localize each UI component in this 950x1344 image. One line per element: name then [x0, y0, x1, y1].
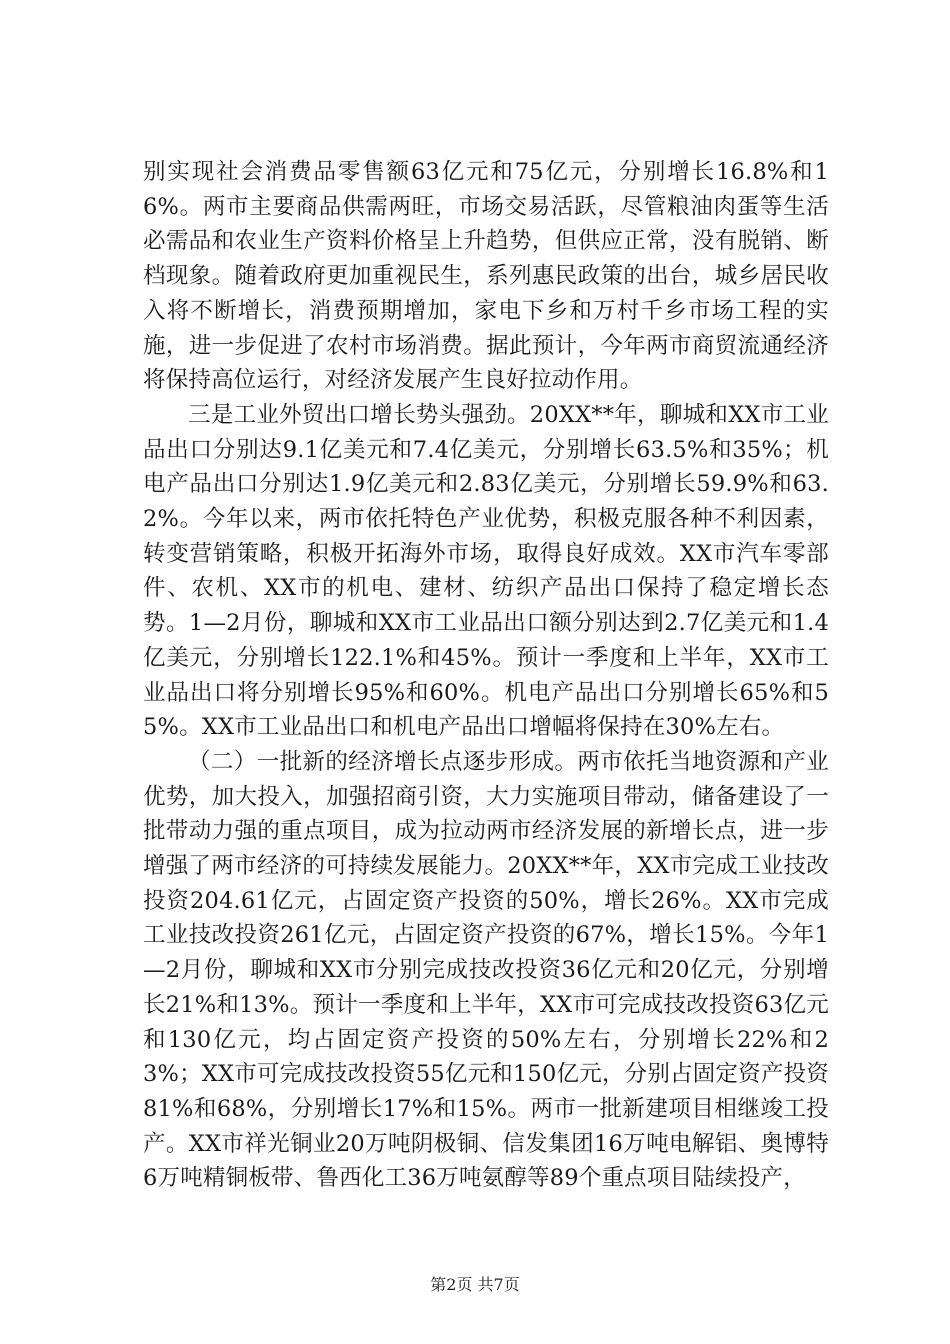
paragraph-new-growth-points: （二）一批新的经济增长点逐步形成。两市依托当地资源和产业优势，加大投入，加强招商引资，大力实施项目带动，储备建设了一批带动力强的重点项目，成为拉动两市经济发展的新增长点，进一步增强了两市经济的可持续发展能力。20XX**年，XX市完成工业技改投资204.61亿元，占固定资产投资的50%，增长26%。XX市完成工业技改投资261亿元，占固定资产投资的67%，增长15%。今年1—2月份，聊城和XX市分别完成技改投资36亿元和20亿元，分别增长21%和13%。预计一季度和上半年，XX市可完成技改投资63亿元和130亿元，均占固定资产投资的50%左右，分别增长22%和23%；XX市可完成技改投资55亿元和150亿元，分别占固定资产投资81%和68%，分别增长17%和15%。两市一批新建项目相继竣工投产。XX市祥光铜业20万吨阴极铜、信发集团16万吨电解铝、奥博特6万吨精铜板带、鲁西化工36万吨氨醇等89个重点项目陆续投产， — [143, 748, 829, 1192]
paragraph-consumer-retail: 别实现社会消费品零售额63亿元和75亿元，分别增长16.8%和16%。两市主要商品供需两旺，市场交易活跃，尽管粮油肉蛋等生活必需品和农业生产资料价格呈上升趋势，但供应正常，没有脱销、断档现象。随着政府更加重视民生，系列惠民政策的出台，城乡居民收入将不断增长，消费预期增加，家电下乡和万村千乡市场工程的实施，进一步促进了农村市场消费。据此预计，今年两市商贸流通经济将保持高位运行，对经济发展产生良好拉动作用。 — [143, 159, 829, 394]
page-number-label: 第2页 共7页 — [430, 1275, 520, 1294]
paragraph-industrial-export: 三是工业外贸出口增长势头强劲。20XX**年，聊城和XX市工业品出口分别达9.1亿美元和7.4亿美元，分别增长63.5%和35%；机电产品出口分别达1.9亿美元和2.83亿美元，分别增长59.9%和63.2%。今年以来，两市依托特色产业优势，积极克服各种不利因素，转变营销策略，积极开拓海外市场，取得良好成效。XX市汽车零部件、农机、XX市的机电、建材、纺织产品出口保持了稳定增长态势。1—2月份，聊城和XX市工业品出口额分别达到2.7亿美元和1.4亿美元，分别增长122.1%和45%。预计一季度和上半年，XX市工业品出口将分别增长95%和60%。机电产品出口分别增长65%和55%。XX市工业品出口和机电产品出口增幅将保持在30%左右。 — [143, 401, 829, 741]
document-body — [143, 155, 829, 1196]
page-footer — [0, 1274, 950, 1296]
